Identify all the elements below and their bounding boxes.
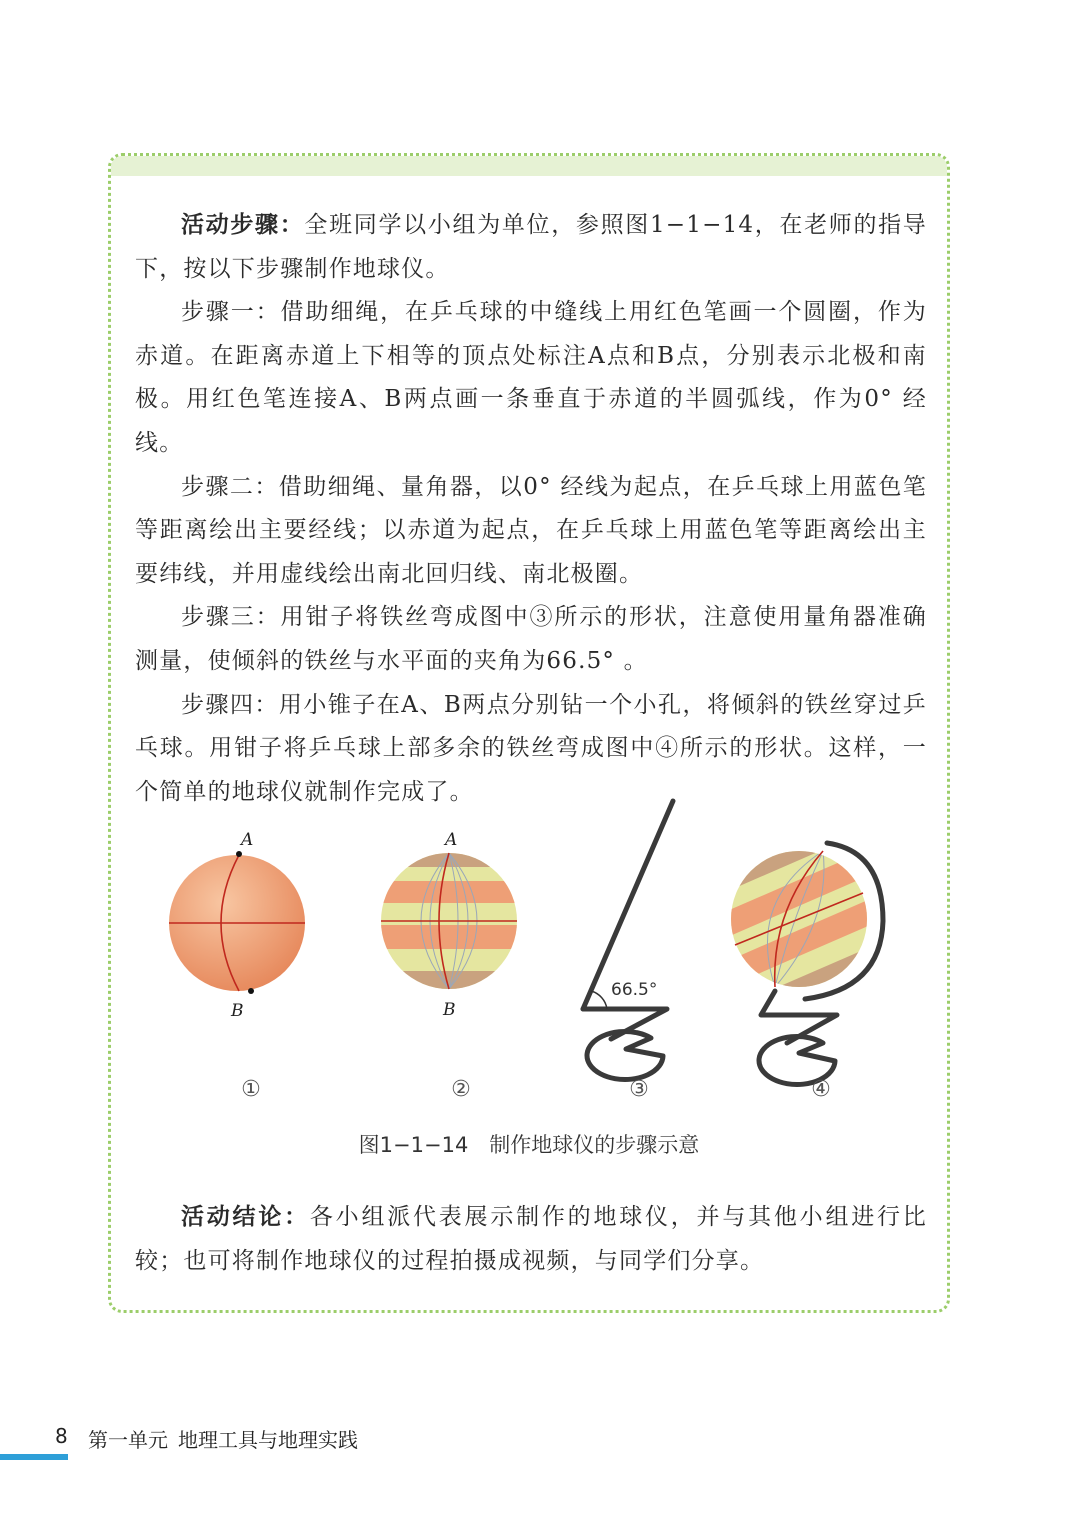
figure-number-3: ③ — [629, 1077, 649, 1102]
figure-caption: 图1−1−14 制作地球仪的步骤示意 — [358, 1133, 700, 1157]
conclusion-text: 各小组派代表展示制作的地球仪，并与其他小组进行比较；也可将制作地球仪的过程拍摄成视频，与同学们分享。 — [135, 1204, 927, 1274]
figure-number-1: ① — [241, 1077, 261, 1102]
label-b-2: B — [443, 1000, 456, 1020]
globe-step-4 — [688, 814, 910, 1084]
page-number: 8 — [55, 1424, 68, 1448]
footer-accent-bar — [0, 1454, 68, 1460]
step-two: 步骤二：借助细绳、量角器，以0° 经线为起点，在乒乓球上用蓝色笔等距离绘出主要经线；以赤道为起点，在乒乓球上用蓝色笔等距离绘出主要纬线，并用虚线绘出南北回归线、南北极圈。 — [135, 473, 927, 587]
activity-steps — [135, 204, 927, 814]
step-four: 步骤四：用小锥子在A、B两点分别钻一个小孔，将倾斜的铁丝穿过乒乓球。用钳子将乒乓球上部多余的铁丝弯成图中④所示的形状。这样，一个简单的地球仪就制作完成了。 — [135, 691, 927, 805]
figure-globe-steps — [111, 791, 947, 1141]
angle-label: 66.5° — [611, 980, 658, 1000]
steps-title: 活动步骤： — [181, 212, 305, 238]
figure-number-4: ④ — [811, 1077, 831, 1102]
label-a-2: A — [445, 830, 458, 850]
steps-intro: 全班同学以小组为单位，参照图1−1−14，在老师的指导下，按以下步骤制作地球仪。 — [135, 212, 928, 282]
conclusion-paragraph — [135, 1196, 927, 1283]
wire-stand-step-3 — [583, 801, 673, 1080]
activity-box — [108, 153, 950, 1313]
globe-step-2 — [381, 830, 517, 1020]
label-a-1: A — [241, 830, 254, 850]
activity-conclusion — [135, 1196, 927, 1283]
conclusion-title: 活动结论： — [181, 1204, 310, 1230]
figure-number-2: ② — [451, 1077, 471, 1102]
globe-step-1 — [169, 830, 305, 1021]
activity-box-header — [111, 156, 947, 176]
unit-title: 第一单元 — [88, 1428, 168, 1452]
step-one: 步骤一：借助细绳，在乒乓球的中缝线上用红色笔画一个圆圈，作为赤道。在距离赤道上下相等的顶点处标注A点和B点，分别表示北极和南极。用红色笔连接A、B两点画一条垂直于赤道的半圆弧线，作为0° 经线。 — [135, 299, 927, 456]
label-b-1: B — [231, 1001, 244, 1021]
step-three: 步骤三：用钳子将铁丝弯成图中③所示的形状，注意使用量角器准确测量，使倾斜的铁丝与水平面的夹角为66.5° 。 — [135, 604, 927, 674]
steps-intro-paragraph — [135, 204, 927, 291]
page-footer — [0, 1420, 600, 1460]
unit-subtitle: 地理工具与地理实践 — [178, 1428, 358, 1452]
